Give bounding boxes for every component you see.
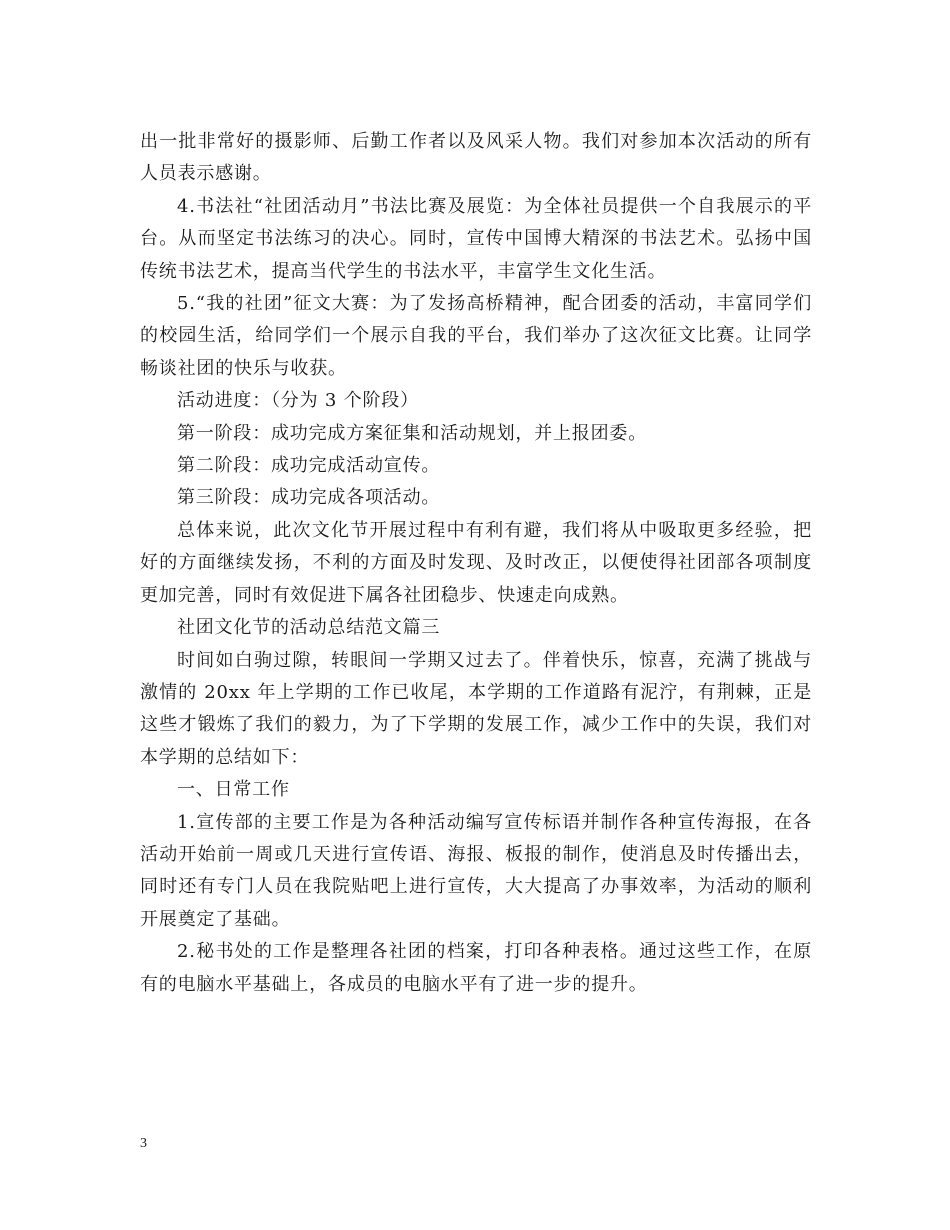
paragraph-6: 第二阶段：成功完成活动宣传。 [177,455,441,477]
paragraph-8: 总体来说，此次文化节开展过程中有利有避，我们将从中吸取更多经验，把好的方面继续发扬，不利的方面及时发现、及时改正，以便使得社团部各项制度更加完善，同时有效促进下属各社团稳步、快速走向成熟。 [140,519,812,606]
paragraph-1: 出一批非常好的摄影师、后勤工作者以及风采人物。我们对参加本次活动的所有人员表示感谢。 [140,131,812,185]
document-body [140,126,812,1001]
paragraph-13: 2.秘书处的工作是整理各社团的档案，打印各种表格。通过这些工作，在原有的电脑水平基础上，各成员的电脑水平有了进一步的提升。 [140,941,812,995]
paragraph-3: 5.“我的社团”征文大赛：为了发扬高桥精神，配合团委的活动，丰富同学们的校园生活，给同学们一个展示自我的平台，我们举办了这次征文比赛。让同学畅谈社团的快乐与收获。 [140,293,812,379]
paragraph-2: 4.书法社“社团活动月”书法比赛及展览：为全体社员提供一个自我展示的平台。从而坚定书法练习的决心。同时，宣传中国博大精深的书法艺术。弘扬中国传统书法艺术，提高当代学生的书法水平，丰富学生文化生活。 [140,195,812,282]
paragraph-4: 活动进度：（分为 3 个阶段） [177,390,419,412]
paragraph-5: 第一阶段：成功完成方案征集和活动规划，并上报团委。 [177,422,647,444]
paragraph-7: 第三阶段：成功完成各项活动。 [177,487,441,509]
paragraph-12: 1.宣传部的主要工作是为各种活动编写宣传标语并制作各种宣传海报，在各活动开始前一周或几天进行宣传语、海报、板报的制作，使消息及时传播出去，同时还有专门人员在我院贴吧上进行宣传，大大提高了办事效率，为活动的顺利开展奠定了基础。 [140,811,812,930]
section-heading: 社团文化节的活动总结范文篇三 [177,617,441,639]
page-number: 3 [140,1136,147,1151]
paragraph-10: 时间如白驹过隙，转眼间一学期又过去了。伴着快乐，惊喜，充满了挑战与激情的 20xx 年上学期的工作已收尾，本学期的工作道路有泥泞，有荆棘，正是这些才锻炼了我们的毅力，为了下学期的发展工作，减少工作中的失误，我们对本学期的总结如下： [140,649,812,768]
subsection-heading: 一、日常工作 [177,779,290,801]
